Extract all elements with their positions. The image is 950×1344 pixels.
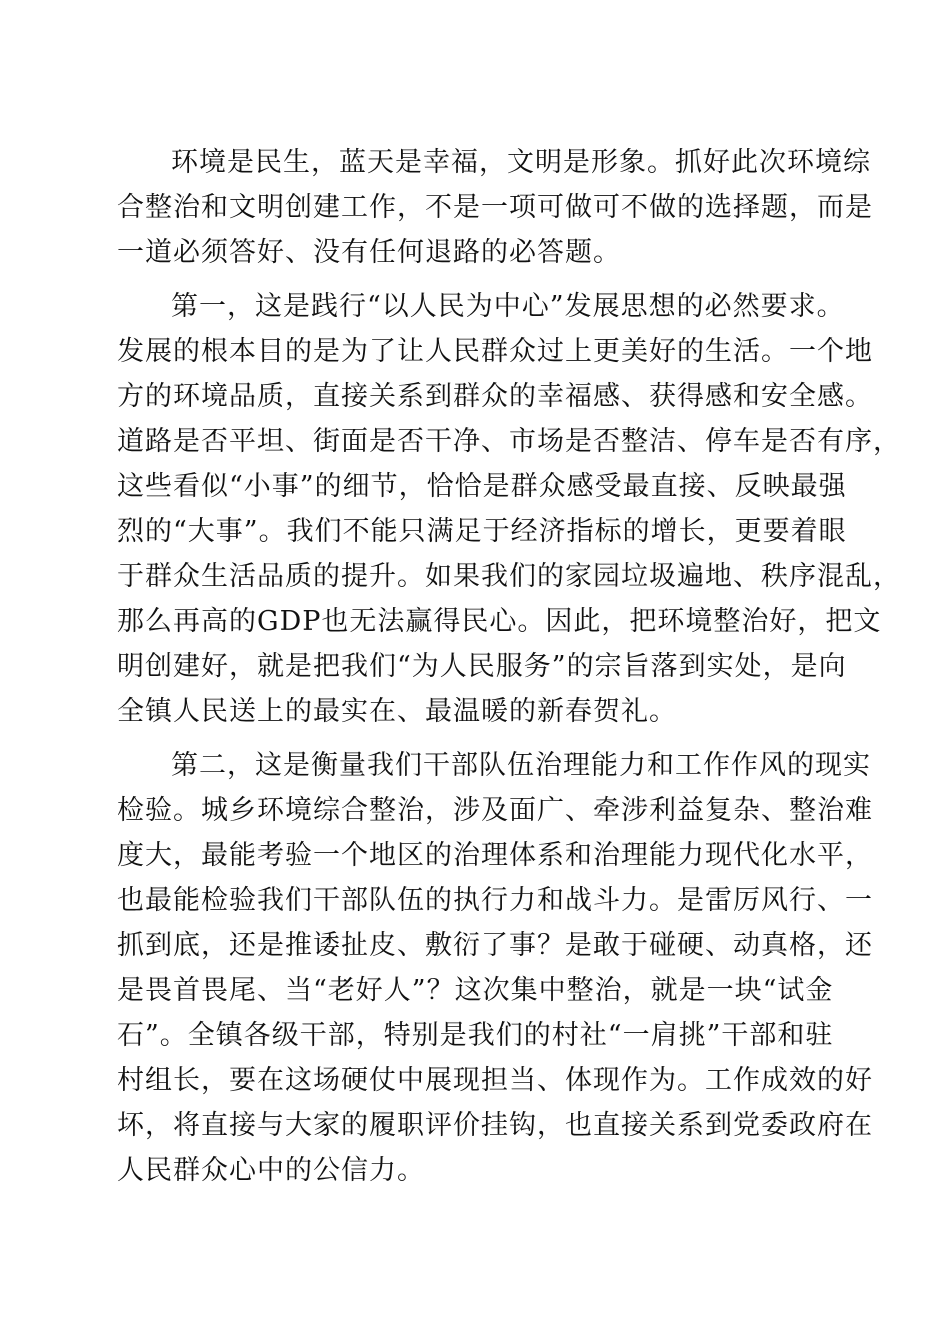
text-line: 于群众生活品质的提升。如果我们的家园垃圾遍地、秩序混乱，: [117, 561, 901, 592]
text-line: 方的环境品质，直接关系到群众的幸福感、获得感和安全感。: [117, 381, 873, 412]
text-line: 抓到底，还是推诿扯皮、敷衍了事？是敢于碰硬、动真格，还: [117, 930, 873, 961]
text-line: 环境是民生，蓝天是幸福，文明是形象。抓好此次环境综: [171, 147, 871, 178]
text-line: 是畏首畏尾、当“老好人”？这次集中整治，就是一块“试金: [117, 975, 834, 1006]
paragraph-intro: [117, 140, 873, 275]
text-line: 度大，最能考验一个地区的治理体系和治理能力现代化水平，: [117, 840, 873, 871]
paragraph-second-point: [117, 743, 873, 1193]
text-line: 检验。城乡环境综合整治，涉及面广、牵涉利益复杂、整治难: [117, 795, 873, 826]
text-line: 全镇人民送上的最实在、最温暖的新春贺礼。: [117, 696, 677, 727]
text-line: 坏，将直接与大家的履职评价挂钩，也直接关系到党委政府在: [117, 1110, 873, 1141]
document-body: [117, 140, 901, 1193]
text-line: 一道必须答好、没有任何退路的必答题。: [117, 237, 621, 268]
text-line: 人民群众心中的公信力。: [117, 1155, 425, 1186]
text-line: 村组长，要在这场硬仗中展现担当、体现作为。工作成效的好: [117, 1065, 873, 1096]
text-line: 道路是否平坦、街面是否干净、市场是否整洁、停车是否有序，: [117, 426, 901, 457]
paragraph-first-point: [117, 284, 901, 734]
text-line: 第一，这是践行“以人民为中心”发展思想的必然要求。: [171, 291, 845, 322]
text-line: 也最能检验我们干部队伍的执行力和战斗力。是雷厉风行、一: [117, 885, 873, 916]
paragraph-spacer: [117, 734, 837, 743]
text-line: 明创建好，就是把我们“为人民服务”的宗旨落到实处，是向: [117, 651, 847, 682]
paragraph-spacer: [117, 275, 837, 284]
text-line: 合整治和文明创建工作，不是一项可做可不做的选择题，而是: [117, 192, 873, 223]
text-line: 这些看似“小事”的细节，恰恰是群众感受最直接、反映最强: [117, 471, 847, 502]
text-line: 那么再高的GDP也无法赢得民心。因此，把环境整治好，把文: [117, 606, 882, 637]
text-line: 烈的“大事”。我们不能只满足于经济指标的增长，更要着眼: [117, 516, 847, 547]
text-line: 发展的根本目的是为了让人民群众过上更美好的生活。一个地: [117, 336, 873, 367]
text-line: 石”。全镇各级干部，特别是我们的村社“一肩挑”干部和驻: [117, 1020, 834, 1051]
text-line: 第二，这是衡量我们干部队伍治理能力和工作作风的现实: [171, 750, 871, 781]
